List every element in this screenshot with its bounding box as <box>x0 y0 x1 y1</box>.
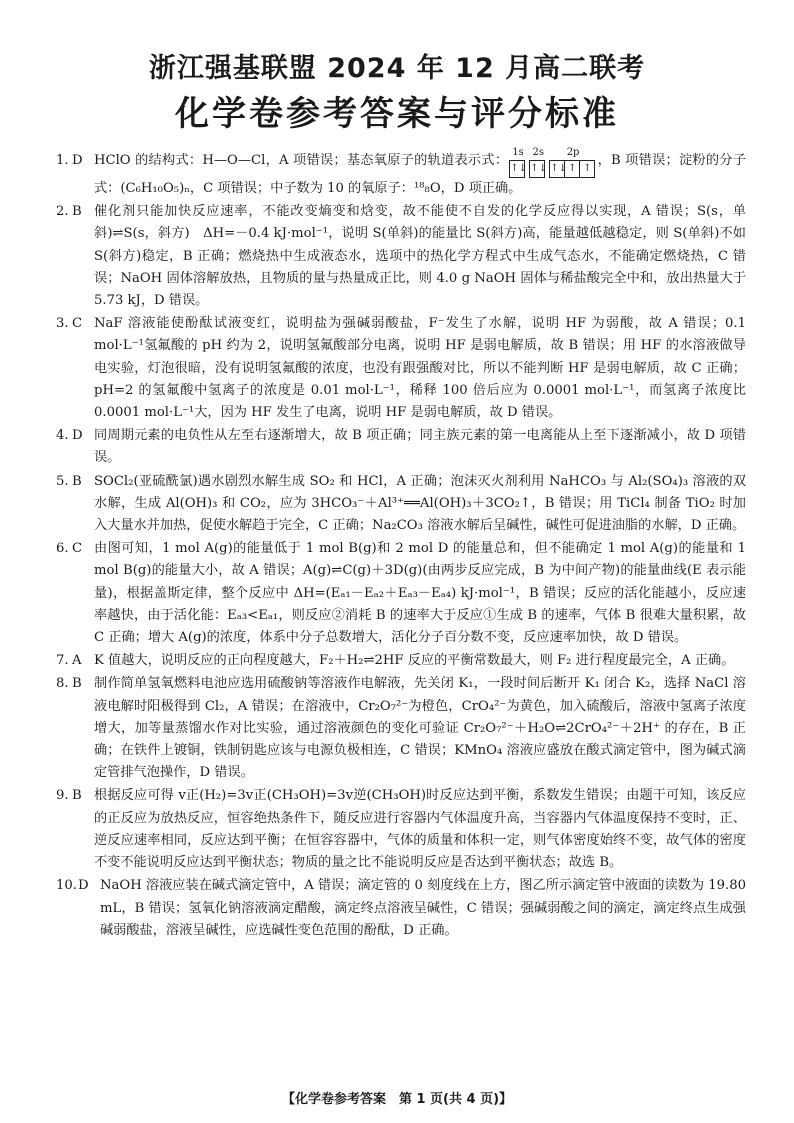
question-number: 7. <box>56 653 69 669</box>
explanation-text: K 值越大，说明反应的正向程度越大，F₂＋H₂⇌2HF 反应的平衡常数最大，则 F₂ 进行程度最完全，A 正确。 <box>94 653 735 669</box>
question-number: 1. <box>56 153 69 168</box>
question-number: 10. <box>56 878 77 894</box>
answer-item-10 <box>56 875 746 942</box>
question-number: 8. <box>56 676 69 692</box>
answer-choice: A <box>72 653 82 669</box>
answer-choice: B <box>72 788 82 804</box>
answer-item-7 <box>56 650 746 672</box>
answer-choice: C <box>72 316 83 332</box>
answer-list <box>56 147 746 943</box>
question-number: 4. <box>56 428 69 444</box>
orbital-diagram <box>510 147 595 178</box>
explanation-text: 催化剂只能加快反应速率，不能改变熵变和焓变，故不能使不自发的化学反应得以实现，A 错误；S(s，单斜)⇌S(s，斜方) ΔH=－0.4 kJ·mol⁻¹，说明 S(单斜)的能量比 S(斜方)高，能量越低越稳定，则 S(单斜)不如 S(斜方)稳定，B 正确；燃烧热中生成液态水，选项中的热化学方程式中生成气态水，不能确定燃烧热，C 错误；NaOH 固体溶解放热，且物质的量与热量成正比，则 4.0 g NaOH 固体与稀盐酸完全中和，放出热量大于 5.73 kJ，D 错误。 <box>94 204 746 309</box>
answer-choice: D <box>72 428 83 444</box>
question-number: 2. <box>56 204 69 220</box>
answer-item-1 <box>56 147 746 200</box>
orbital-label-2s: 2s <box>532 147 545 158</box>
question-number: 3. <box>56 316 69 332</box>
answer-item-6 <box>56 538 746 649</box>
question-number: 9. <box>56 788 69 804</box>
explanation-text: NaF 溶液能使酚酞试液变红，说明盐为强碱弱酸盐，F⁻发生了水解，说明 HF 为弱酸，故 A 错误；0.1 mol·L⁻¹氢氟酸的 pH 约为 2，说明氢氟酸部分电离，说明 HF 是弱电解质，故 B 错误；用 HF 的水溶液做导电实验，灯泡很暗，没有说明氢氟酸的浓度，也没有跟强酸对比，所以不能判断 HF 是弱电解质，故 C 正确；pH=2 的氢氟酸中氢离子的浓度是 0.01 mol·L⁻¹，稀释 100 倍后应为 0.0001 mol·L⁻¹，而氢离子浓度比 0.0001 mol·L⁻¹大，因为 HF 发生了电离，说明 HF 是弱电解质，故 D 错误。 <box>94 316 746 421</box>
question-number: 6. <box>56 541 69 557</box>
answer-choice: B <box>72 473 82 489</box>
answer-item-5 <box>56 471 746 538</box>
orbital-box: ↑↓ <box>529 160 545 178</box>
answer-item-3 <box>56 313 746 424</box>
orbital-box: ↑ <box>579 160 595 178</box>
answer-item-9 <box>56 785 746 874</box>
orbital-box: ↑↓ <box>549 160 565 178</box>
orbital-box: ↑↓ <box>509 160 525 178</box>
answer-choice: B <box>72 204 82 220</box>
explanation-text: SOCl₂(亚硫酰氯)遇水剧烈水解生成 SO₂ 和 HCl，A 正确；泡沫灭火剂利用 NaHCO₃ 与 Al₂(SO₄)₃ 溶液的双水解，生成 Al(OH)₃ 和 CO₂，应为 3HCO₃⁻＋Al³⁺══Al(OH)₃＋3CO₂↑，B 错误；用 TiCl₄ 制备 TiO₂ 时加入大量水并加热，促使水解趋于完全，C 正确；Na₂CO₃ 溶液水解后呈碱性，碱性可促进油脂的水解，D 正确。 <box>94 473 746 534</box>
orbital-label-1s: 1s <box>512 147 524 158</box>
explanation-text: 同周期元素的电负性从左至右逐渐增大，故 B 项正确；同主族元素的第一电离能从上至下逐渐减小，故 D 项错误。 <box>94 428 746 466</box>
explanation-text: NaOH 溶液应装在碱式滴定管中，A 错误；滴定管的 0 刻度线在上方，图乙所示滴定管中液面的读数为 19.80 mL，B 错误；氢氧化钠溶液滴定醋酸，滴定终点溶液呈碱性，C 错误；强碱弱酸之间的滴定，滴定终点生成强碱弱酸盐，溶液呈碱性，应选碱性变色范围的酚酞，D 正确。 <box>100 878 746 938</box>
exam-title: 浙江强基联盟 2024 年 12 月高二联考 <box>148 53 646 84</box>
answer-item-8 <box>56 673 746 784</box>
explanation-text: HClO 的结构式：H—O—Cl，A 项错误；基态氧原子的轨道表示式： 1s 2s 2p ↑↓ ↑↓ ↑↓ ↑ ↑ ，B 项错误；淀粉的分子式：(C₆H₁₀O₅)ₙ，C 项错误；中子数为 10 的氧原子：¹⁸₈O，D 项正确。 <box>94 147 746 196</box>
orbital-box: ↑ <box>564 160 580 178</box>
question-number: 5. <box>56 473 69 489</box>
explanation-text: 由图可知，1 mol A(g)的能量低于 1 mol B(g)和 2 mol D 的能量总和，但不能确定 1 mol A(g)的能量和 1 mol B(g)的能量大小，故 A 错误；A(g)⇌C(g)＋3D(g)(由两步反应完成，B 为中间产物)的能量曲线(E 表示能量)，根据盖斯定律，整个反应中 ΔH=(Eₐ₁－Eₐ₂＋Eₐ₃－Eₐ₄) kJ·mol⁻¹，B 错误；反应的活化能越小，反应速率越快，由于活化能：Eₐ₃<Eₐ₁，则反应②消耗 B 的速率大于反应①生成 B 的速率，气体 B 很难大量积累，故 C 正确；增大 A(g)的浓度，体系中分子总数增大，活化分子百分数不变，反应速率加快，故 D 错误。 <box>94 541 746 646</box>
answer-item-4 <box>56 425 746 469</box>
orbital-label-2p: 2p <box>566 147 580 158</box>
explanation-text: 制作简单氢氧燃料电池应选用硫酸钠等溶液作电解液，先关闭 K₁，一段时间后断开 K₁ 闭合 K₂，选择 NaCl 溶液电解时阳极得到 Cl₂，A 错误；在溶液中，Cr₂O₇²⁻为橙色，CrO₄²⁻为黄色，加入硫酸后，溶液中氢离子浓度增大，加等量蒸馏水作对比实验，通过溶液颜色的变化可验证 Cr₂O₇²⁻＋H₂O⇌2CrO₄²⁻＋2H⁺ 的存在，B 正确；在铁件上镀铜，铁制钥匙应该与电源负极相连，C 错误；KMnO₄ 溶液应盛放在酸式滴定管中，图为碱式滴定管排气泡操作，D 错误。 <box>94 676 746 781</box>
document-title: 化学卷参考答案与评分标准 <box>175 94 619 134</box>
answer-choice: D <box>72 153 83 168</box>
answer-item-2 <box>56 201 746 312</box>
explanation-text: 根据反应可得 v正(H₂)=3v正(CH₃OH)=3v逆(CH₃OH)时反应达到平衡，系数发生错误；由题干可知，该反应的正反应为放热反应，恒容绝热条件下，随反应进行容器内气体温度升高，当容器内气体温度保持不变时，正、逆反应速率相同，反应达到平衡；在恒容容器中，气体的质量和体积一定，则气体密度始终不变，故气体的密度不变不能说明反应达到平衡状态；物质的量之比不能说明反应是否达到平衡状态；故选 B。 <box>94 788 746 871</box>
answer-choice: D <box>78 878 89 894</box>
answer-choice: C <box>72 541 83 557</box>
page-footer: 【化学卷参考答案 第 1 页(共 4 页)】 <box>281 1092 513 1107</box>
answer-choice: B <box>72 676 82 692</box>
